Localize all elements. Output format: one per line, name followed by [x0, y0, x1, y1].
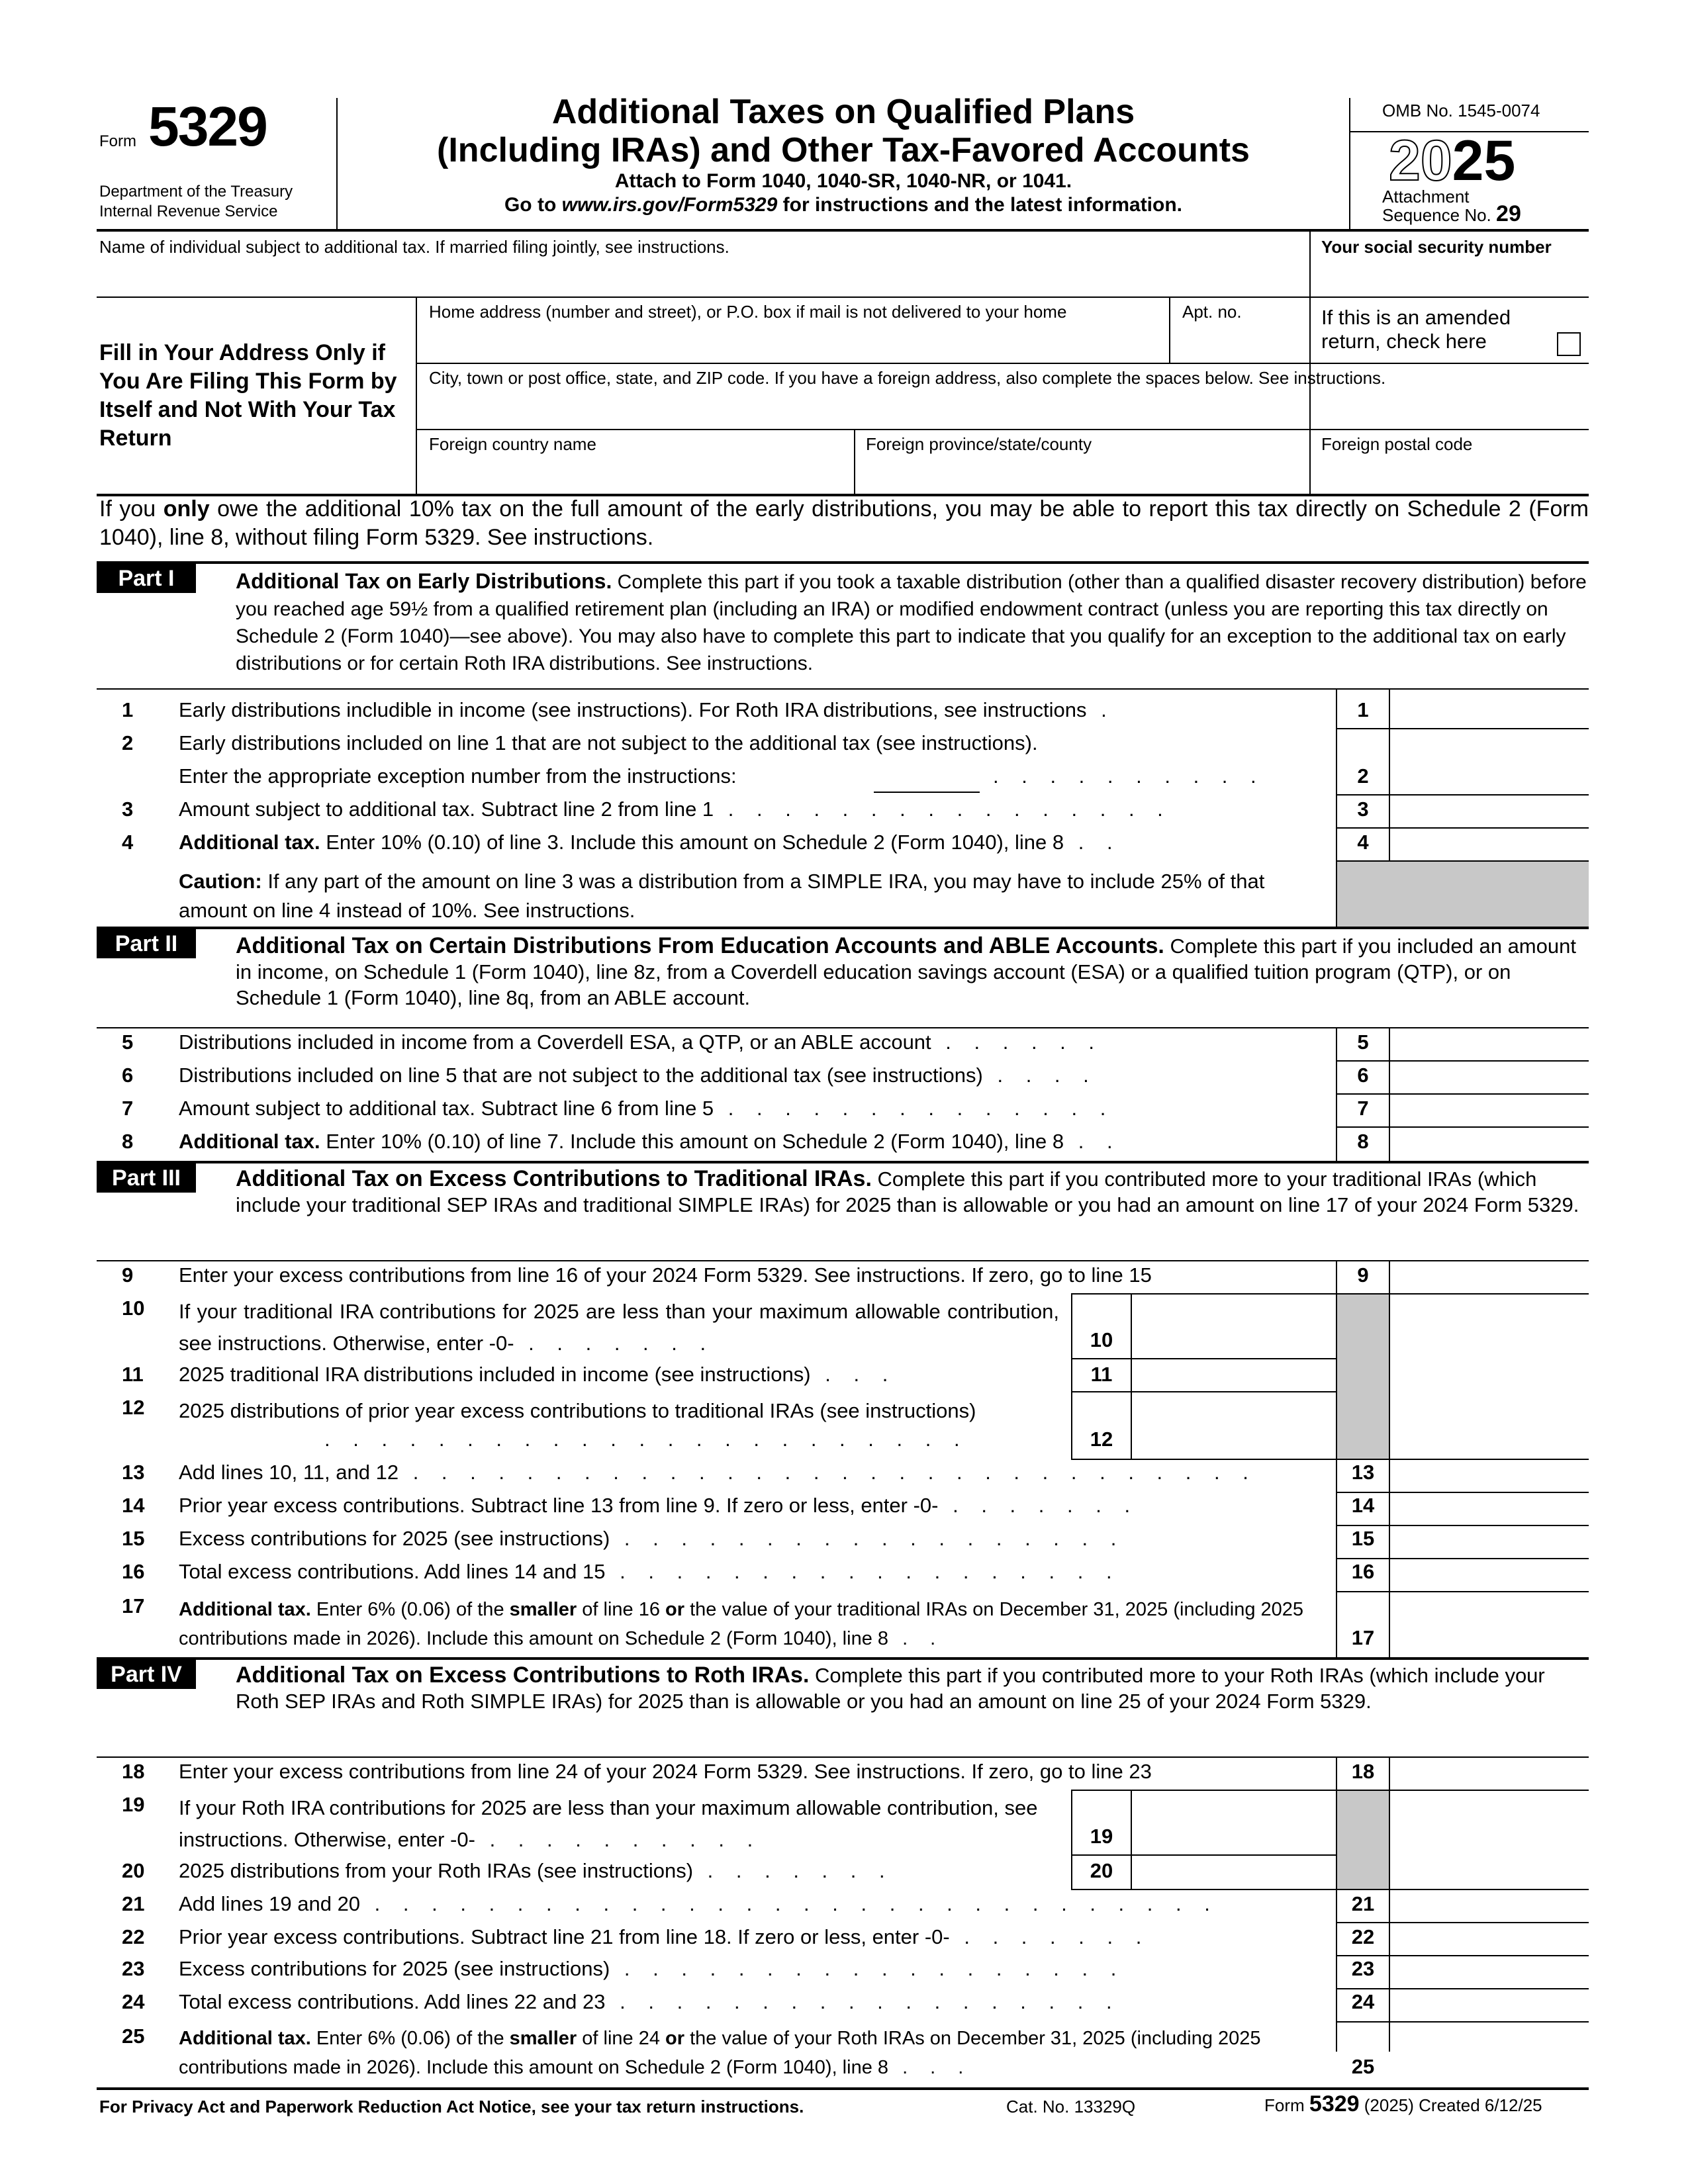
footer-form-id [1264, 2091, 1542, 2118]
part2-text: Complete this part if you included an amount in income, on Schedule 1 (Form 1040), line 8z, from a Coverdell education savings account (ESA) or a qualified tuition program (QTP), or on Schedule 1 (Form 1040), line 8q, from an ABLE account. [236, 934, 1576, 1009]
inner-col-divider-a-p3 [1071, 1293, 1072, 1459]
line-14-number: 14 [122, 1494, 145, 1517]
line-1-dots: . [1086, 698, 1115, 721]
line-17-part-b: of line 16 [577, 1599, 666, 1620]
address-block-left-rule [416, 296, 417, 495]
goto-post: for instructions and the latest information. [777, 194, 1183, 216]
foreign-divider-1 [854, 429, 855, 495]
line-18-amount[interactable] [1390, 1758, 1589, 1788]
line-20-dots: . . . . . . . [693, 1859, 894, 1882]
line-8-box: 8 [1357, 1130, 1369, 1153]
goto-url[interactable]: www.irs.gov/Form5329 [561, 194, 778, 216]
line-17-part-a: Enter 6% (0.06) of the [310, 1599, 510, 1620]
line-15-box: 15 [1351, 1527, 1375, 1550]
line-4-rule [1336, 860, 1589, 862]
line-23-text [179, 1956, 1125, 1981]
line-3-number: 3 [122, 797, 134, 821]
line-21-label: Add lines 19 and 20 [179, 1892, 361, 1915]
part1-top-rule [97, 561, 1589, 564]
part3-label: Part III [97, 1163, 196, 1193]
line-24-amount[interactable] [1390, 1989, 1589, 2020]
line-16-label: Total excess contributions. Add lines 14 and 15 [179, 1560, 606, 1583]
line-8-amount[interactable] [1390, 1128, 1589, 1160]
line-7-label: Amount subject to additional tax. Subtract line 6 from line 5 [179, 1097, 714, 1120]
part3-text: Complete this part if you contributed more to your traditional IRAs (which include your traditional SEP IRAs and traditional SIMPLE IRAs) for 2025 than is allowable or you had an amount on line 17 of your 2024 Form 5329. [236, 1167, 1579, 1216]
part4-text: Complete this part if you contributed more to your Roth IRAs (which include your Roth SEP IRAs and Roth SIMPLE IRAs) for 2025 than is allowable or you had an amount on line 25 of your 2024 Form 5329. [236, 1664, 1545, 1713]
line-20-text [179, 1858, 894, 1884]
line-16-box: 16 [1351, 1560, 1375, 1583]
foreign-country-label: Foreign country name [429, 434, 596, 454]
line-10-label: If your traditional IRA contributions for 2025 are less than your maximum allowable contribution, see instructions. Otherwise, enter -0- [179, 1300, 1059, 1355]
line-8-text [179, 1129, 1121, 1154]
line-6-number: 6 [122, 1064, 134, 1087]
part4-heading: Additional Tax on Excess Contributions to Roth IRAs. [236, 1662, 810, 1688]
part1-heading: Additional Tax on Early Distributions. [236, 569, 612, 593]
line-21-box: 21 [1351, 1892, 1375, 1915]
part3-header-rule [97, 1260, 1589, 1261]
exception-number-field[interactable] [874, 762, 980, 792]
line-15-text [179, 1526, 1125, 1551]
line-2-number: 2 [122, 731, 134, 754]
tax-year-outline: 20 [1389, 129, 1452, 193]
line-7-text [179, 1096, 1114, 1121]
part1-description [236, 568, 1593, 677]
line-23-box: 23 [1351, 1957, 1375, 1980]
privacy-notice: For Privacy Act and Paperwork Reduction Act Notice, see your tax return instructions. [99, 2097, 804, 2116]
line-17-or: or [665, 1599, 685, 1620]
line-22-amount[interactable] [1390, 1923, 1589, 1954]
line-5-dots: . . . . . . [931, 1030, 1103, 1054]
foreign-postal-field[interactable] [1312, 458, 1589, 494]
tax-year-bold: 25 [1452, 129, 1516, 193]
line-11-number: 11 [122, 1363, 144, 1386]
form-title [338, 93, 1349, 217]
line-13-label: Add lines 10, 11, and 12 [179, 1461, 399, 1484]
line-25-dots: . . . [888, 2057, 972, 2078]
line-2-text-a: Early distributions included on line 1 that are not subject to the additional tax (see instructions). [179, 731, 1038, 754]
city-field[interactable] [418, 392, 1587, 428]
line-12-amount[interactable] [1132, 1392, 1335, 1457]
line-21-dots: . . . . . . . . . . . . . . . . . . . . . . . . . . . . . . [360, 1892, 1219, 1915]
form-word: Form [99, 132, 136, 150]
sequence-label: Sequence No. [1382, 205, 1491, 225]
title-line-1: Additional Taxes on Qualified Plans [551, 93, 1135, 131]
line-14-dots: . . . . . . . [938, 1494, 1139, 1517]
line-20-label: 2025 distributions from your Roth IRAs (see instructions) [179, 1859, 694, 1882]
line-5-amount[interactable] [1390, 1028, 1589, 1059]
line-4-amount[interactable] [1390, 829, 1589, 860]
line-11-dots: . . . [810, 1363, 897, 1386]
line-6-amount[interactable] [1390, 1062, 1589, 1092]
line-22-text [179, 1925, 1150, 1950]
name-field[interactable] [97, 261, 1308, 295]
sequence-value: 29 [1496, 201, 1521, 226]
line-16-dots: . . . . . . . . . . . . . . . . . . [605, 1560, 1121, 1583]
title-line-2: (Including IRAs) and Other Tax-Favored Accounts [437, 131, 1250, 169]
line-11-amount[interactable] [1132, 1359, 1335, 1390]
line-10-text [179, 1296, 1059, 1359]
tax-year [1389, 131, 1515, 191]
fill-address-note: Fill in Your Address Only if You Are Filing This Form by Itself and Not With Your Tax Return [99, 340, 397, 451]
dept-label: Department of the Treasury [99, 183, 293, 201]
line-3-box: 3 [1357, 797, 1369, 821]
line-15-amount[interactable] [1390, 1526, 1589, 1557]
line-19-number: 19 [122, 1793, 145, 1816]
line-18-box: 18 [1351, 1760, 1375, 1783]
line-17-amount[interactable] [1390, 1592, 1589, 1657]
attach-instruction: Attach to Form 1040, 1040-SR, 1040-NR, or 1041. [614, 170, 1072, 192]
part2-description [236, 933, 1593, 1011]
line-23-number: 23 [122, 1957, 145, 1980]
line-20-box: 20 [1090, 1859, 1113, 1882]
exception-number-field-line [874, 792, 980, 793]
line-12-text [179, 1395, 1059, 1427]
footer-form-word: Form [1264, 2095, 1305, 2115]
footer-form-tail: (2025) Created 6/12/25 [1359, 2095, 1542, 2115]
line-10-number: 10 [122, 1297, 145, 1320]
caution-text: If any part of the amount on line 3 was a distribution from a SIMPLE IRA, you may have to include 25% of that amount on line 4 instead of 10%. See instructions. [179, 870, 1265, 922]
intro-bold: only [163, 496, 210, 522]
line-11-label: 2025 traditional IRA distributions included in income (see instructions) [179, 1363, 811, 1386]
intro-pre: If you [99, 496, 164, 522]
caution-shade [1337, 862, 1589, 927]
line-9-box: 9 [1357, 1263, 1369, 1287]
footer-rule [97, 2087, 1589, 2090]
line-2-box: 2 [1357, 764, 1369, 788]
line-22-dots: . . . . . . . [949, 1925, 1150, 1948]
line-16-text [179, 1559, 1121, 1584]
omb-number: OMB No. 1545-0074 [1382, 101, 1540, 120]
line-3-dots: . . . . . . . . . . . . . . . . [714, 797, 1172, 821]
line-22-label: Prior year excess contributions. Subtract line 21 from line 18. If zero or less, enter -0- [179, 1925, 950, 1948]
line-25-part-c: the value of your Roth IRAs on December 31, 2025 (including 2025 contributions made in 2026). Include this amount on Schedule 2 (Form 1040), line 8 [179, 2028, 1261, 2078]
line-2-dots: . . . . . . . . . . [993, 764, 1265, 788]
line-25-amount[interactable] [1390, 2023, 1589, 2086]
line-17-smaller: smaller [509, 1599, 577, 1620]
part4-top-rule [97, 1657, 1589, 1660]
line-12-box: 12 [1090, 1428, 1113, 1451]
city-row-rule [417, 429, 1589, 430]
amended-row-rule [1309, 363, 1589, 364]
line-11-box: 11 [1090, 1363, 1113, 1386]
line-5-text [179, 1030, 1103, 1055]
line-9-text: Enter your excess contributions from line 16 of your 2024 Form 5329. See instructions. If zero, go to line 15 [179, 1263, 1152, 1287]
line-25-smaller: smaller [509, 2028, 577, 2049]
line-6-label: Distributions included on line 5 that are not subject to the additional tax (see instructions) [179, 1064, 983, 1087]
line-14-box: 14 [1351, 1494, 1375, 1517]
line-19-dots: . . . . . . . . . . [475, 1828, 762, 1851]
line-25-part-b: of line 24 [577, 2028, 666, 2049]
line-25-part-a: Enter 6% (0.06) of the [310, 2028, 510, 2049]
line-16-number: 16 [122, 1560, 145, 1583]
home-address-field[interactable] [418, 324, 1166, 360]
line-6-text [179, 1063, 1098, 1088]
line-22-box: 22 [1351, 1925, 1375, 1948]
line-5-box: 5 [1357, 1030, 1369, 1054]
line-8-label: Enter 10% (0.10) of line 7. Include this amount on Schedule 2 (Form 1040), line 8 [320, 1130, 1064, 1153]
line-17-box: 17 [1351, 1626, 1375, 1649]
part3-top-rule [97, 1161, 1589, 1163]
goto-pre: Go to [504, 194, 562, 216]
amended-label: If this is an amended return, check here [1321, 306, 1511, 353]
line-12-dots: . . . . . . . . . . . . . . . . . . . . . . . [324, 1428, 968, 1451]
line-4-number: 4 [122, 831, 134, 854]
ssn-field[interactable] [1312, 261, 1589, 295]
line-1-number: 1 [122, 698, 134, 721]
foreign-country-field[interactable] [418, 458, 851, 494]
line-22-number: 22 [122, 1925, 145, 1948]
line-8-bold: Additional tax. [179, 1130, 320, 1153]
line-19-box: 19 [1090, 1825, 1113, 1848]
goto-instruction [338, 193, 1349, 217]
line-1-label: Early distributions includible in income (see instructions). For Roth IRA distributions, see instructions [179, 698, 1087, 721]
line-1-rule [1336, 728, 1589, 729]
ssn-label: Your social security number [1321, 237, 1552, 257]
address-row-rule [417, 363, 1311, 364]
catalog-number: Cat. No. 13329Q [1006, 2097, 1136, 2116]
line-24-dots: . . . . . . . . . . . . . . . . . . [605, 1990, 1121, 2013]
line-15-number: 15 [122, 1527, 145, 1550]
attachment-label: Attachment [1382, 187, 1470, 206]
line-9-number: 9 [122, 1263, 134, 1287]
line-3-amount[interactable] [1390, 796, 1589, 826]
line-6-box: 6 [1357, 1064, 1369, 1087]
irs-label: Internal Revenue Service [99, 203, 278, 220]
line-20-amount[interactable] [1132, 1856, 1335, 1888]
header-divider-right [1349, 98, 1350, 230]
line-7-dots: . . . . . . . . . . . . . . [714, 1097, 1115, 1120]
line-17-text [179, 1595, 1324, 1653]
caution-note [179, 867, 1317, 925]
line-24-text [179, 1989, 1121, 2015]
line-1-amount[interactable] [1390, 691, 1589, 727]
line-20-number: 20 [122, 1859, 145, 1882]
line-25-number: 25 [122, 2025, 145, 2048]
line-24-number: 24 [122, 1990, 145, 2013]
apt-label: Apt. no. [1182, 302, 1242, 322]
line-14-text [179, 1493, 1139, 1518]
line-19-label: If your Roth IRA contributions for 2025 are less than your maximum allowable contribution, see instructions. Otherwise, enter -0- [179, 1796, 1038, 1851]
line-10-box: 10 [1090, 1328, 1113, 1351]
name-label: Name of individual subject to additional tax. If married filing jointly, see instructions. [99, 237, 729, 257]
line-8-number: 8 [122, 1130, 134, 1153]
line-5-number: 5 [122, 1030, 134, 1054]
line-2-text-b [179, 764, 737, 789]
foreign-province-field[interactable] [857, 458, 1308, 494]
intro-note [99, 495, 1589, 552]
part3-description [236, 1166, 1593, 1218]
line-5-label: Distributions included in income from a Coverdell ESA, a QTP, or an ABLE account [179, 1030, 931, 1054]
line-16-amount[interactable] [1390, 1559, 1589, 1590]
line-14-amount[interactable] [1390, 1493, 1589, 1524]
amended-checkbox[interactable] [1557, 332, 1581, 356]
line-15-label: Excess contributions for 2025 (see instructions) [179, 1527, 610, 1550]
line-1-text [179, 698, 1115, 723]
part4-header-rule [97, 1756, 1589, 1758]
line-10-amount[interactable] [1132, 1295, 1335, 1358]
line-25-text [179, 2024, 1317, 2082]
line-3-text [179, 797, 1172, 822]
line-4-bold: Additional tax. [179, 831, 320, 854]
part1-label: Part I [97, 564, 196, 593]
line-7-number: 7 [122, 1097, 134, 1120]
line-18-number: 18 [122, 1760, 145, 1783]
line-12-number: 12 [122, 1396, 145, 1419]
line-23-amount[interactable] [1390, 1956, 1589, 1987]
line-17-number: 17 [122, 1594, 145, 1617]
lines-10-12-shade [1337, 1295, 1389, 1459]
line-23-dots: . . . . . . . . . . . . . . . . . . [610, 1957, 1125, 1980]
line-17-dots: . . [888, 1628, 945, 1649]
part4-description [236, 1662, 1593, 1714]
line-4-text [179, 830, 1121, 855]
part4-label: Part IV [97, 1660, 196, 1689]
line-18-text: Enter your excess contributions from line 24 of your 2024 Form 5329. See instructions. If zero, go to line 23 [179, 1760, 1152, 1783]
line-25-or: or [665, 2028, 685, 2049]
line-23-label: Excess contributions for 2025 (see instructions) [179, 1957, 610, 1980]
line-13-number: 13 [122, 1461, 145, 1484]
inner-col-divider-a-p4 [1071, 1790, 1072, 1889]
line-19-text [179, 1792, 1059, 1856]
line-11-text [179, 1362, 896, 1387]
line-17-part-c: the value of your traditional IRAs on December 31, 2025 (including 2025 contributions made in 2026). Include this amount on Schedule 2 (Form 1040), line 8 [179, 1599, 1304, 1649]
line-3-label: Amount subject to additional tax. Subtract line 2 from line 1 [179, 797, 714, 821]
line-24-box: 24 [1351, 1990, 1375, 2013]
line-24-label: Total excess contributions. Add lines 22 and 23 [179, 1990, 606, 2013]
part2-heading: Additional Tax on Certain Distributions From Education Accounts and ABLE Accounts. [236, 933, 1164, 958]
line-25-box: 25 [1351, 2055, 1375, 2078]
home-address-label: Home address (number and street), or P.O. box if mail is not delivered to your home [429, 302, 1067, 322]
foreign-postal-label: Foreign postal code [1321, 434, 1473, 454]
intro-post: owe the additional 10% tax on the full amount of the early distributions, you may be able to report this tax directly on Schedule 2 (Form 1040), line 8, without filing Form 5329. See instructions. [99, 496, 1589, 550]
header-bottom-rule [97, 229, 1589, 232]
line-13-amount[interactable] [1390, 1460, 1589, 1490]
city-label: City, town or post office, state, and ZIP code. If you have a foreign address, also complete the spaces below. See instructions. [429, 368, 1386, 388]
line-13-box: 13 [1351, 1461, 1375, 1484]
line-17-bold: Additional tax. [179, 1599, 311, 1620]
line-15-dots: . . . . . . . . . . . . . . . . . . [610, 1527, 1125, 1550]
line-13-dots: . . . . . . . . . . . . . . . . . . . . . . . . . . . . . . [399, 1461, 1257, 1484]
form-number: 5329 [148, 95, 267, 158]
sequence-number [1382, 201, 1521, 226]
line-8-dots: . . [1064, 1130, 1121, 1153]
part1-header-rule [97, 688, 1589, 690]
line-21-number: 21 [122, 1892, 145, 1915]
line-25-bold: Additional tax. [179, 2028, 311, 2049]
line-4-label: Enter 10% (0.10) of line 3. Include this amount on Schedule 2 (Form 1040), line 8 [320, 831, 1064, 854]
line-21-text [179, 1891, 1219, 1917]
part2-label: Part II [97, 929, 196, 958]
part2-header-rule [97, 1027, 1589, 1028]
part3-heading: Additional Tax on Excess Contributions to Traditional IRAs. [236, 1166, 872, 1191]
line-19-amount[interactable] [1132, 1791, 1335, 1854]
line-10-dots: . . . . . . . [514, 1332, 715, 1355]
line-4-dots: . . [1064, 831, 1121, 854]
foreign-province-label: Foreign province/state/county [866, 434, 1092, 454]
caution-bold: Caution: [179, 870, 262, 893]
line-6-dots: . . . . [982, 1064, 1098, 1087]
line-9-amount[interactable] [1390, 1261, 1589, 1292]
line-4-box: 4 [1357, 831, 1369, 854]
line-1-box: 1 [1357, 698, 1369, 721]
line-7-amount[interactable] [1390, 1095, 1589, 1125]
footer-form-number: 5329 [1309, 2091, 1360, 2116]
part2-top-rule [97, 927, 1589, 929]
line-21-amount[interactable] [1390, 1890, 1589, 1921]
line-13-text [179, 1460, 1257, 1485]
part1-text: Complete this part if you took a taxable distribution (other than a qualified disaster recovery distribution) before you reached age 59½ from a qualified retirement plan (including an IRA) or modified endowment contract (unless you are reporting this tax directly on Schedule 2 (Form 1040)—see above). You may also have to complete this part to indicate that you qualify for an exception to the additional tax on early distributions or for certain Roth IRA distributions. See instructions. [236, 571, 1587, 674]
name-row-rule [97, 296, 1589, 298]
line-2-label: Enter the appropriate exception number from the instructions: [179, 764, 737, 788]
line-7-box: 7 [1357, 1097, 1369, 1120]
line-12-label: 2025 distributions of prior year excess contributions to traditional IRAs (see instructions) [179, 1399, 976, 1422]
apt-divider [1169, 296, 1170, 363]
line-14-label: Prior year excess contributions. Subtract line 13 from line 9. If zero or less, enter -0- [179, 1494, 939, 1517]
lines-19-20-shade [1337, 1791, 1389, 1889]
line-2-amount[interactable] [1390, 731, 1589, 794]
apt-field[interactable] [1172, 324, 1308, 360]
